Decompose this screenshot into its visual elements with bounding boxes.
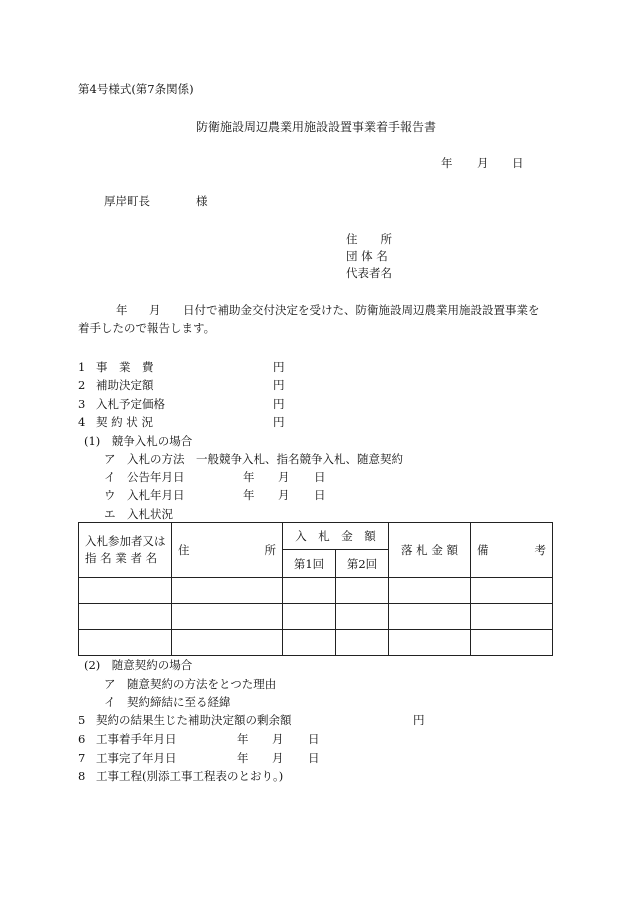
table-cell	[79, 578, 172, 604]
table-cell	[389, 578, 471, 604]
remarks-header	[471, 523, 553, 578]
item-number: 6	[78, 732, 86, 746]
notice-date-label: イ 公告年月日	[104, 470, 185, 484]
bid-status-table	[78, 522, 553, 656]
document-title: 防衛施設周辺農業用施設設置事業着手報告書	[196, 120, 437, 134]
table-cell	[336, 604, 389, 630]
body-month: 月	[149, 303, 161, 317]
item-label: 補助決定額	[96, 378, 154, 392]
date-month: 月	[477, 156, 489, 170]
item-number: 2	[78, 378, 86, 392]
ymd-month: 月	[278, 488, 290, 502]
date-year: 年	[441, 156, 453, 170]
private-heading: (2) 随意契約の場合	[84, 658, 193, 672]
item-label: 工事工程(別添工事工程表のとおり。)	[96, 769, 284, 783]
ymd-day: 日	[308, 751, 320, 765]
body-year: 年	[116, 303, 128, 317]
table-cell	[471, 578, 553, 604]
table-cell	[79, 630, 172, 656]
item-unit: 円	[273, 378, 285, 392]
remarks-header-char1: 備	[477, 543, 489, 557]
ymd-day: 日	[314, 470, 326, 484]
ymd-day: 日	[314, 488, 326, 502]
ymd-month: 月	[272, 732, 284, 746]
table-cell	[389, 604, 471, 630]
item-number: 4	[78, 415, 86, 429]
table-cell	[336, 630, 389, 656]
table-row	[79, 578, 553, 604]
item-label: 入札予定価格	[96, 397, 165, 411]
bid-date-label: ウ 入札年月日	[104, 488, 185, 502]
bid-method: ア 入札の方法 一般競争入札、指名競争入札、随意契約	[104, 452, 403, 466]
item-label: 契約の結果生じた補助決定額の剰余額	[96, 713, 292, 727]
item-unit: 円	[413, 713, 425, 727]
participant-header-line1: 入札参加者又は	[85, 533, 166, 548]
table-cell	[471, 630, 553, 656]
date-day: 日	[512, 156, 524, 170]
representative-label: 代表者名	[346, 266, 392, 280]
table-cell	[172, 578, 283, 604]
remarks-header-char2: 考	[534, 543, 546, 557]
item-number: 3	[78, 397, 86, 411]
item-number: 1	[78, 360, 86, 374]
competitive-heading: (1) 競争入札の場合	[84, 434, 193, 448]
ymd-year: 年	[237, 751, 249, 765]
item-number: 7	[78, 751, 86, 765]
table-cell	[172, 630, 283, 656]
participant-header	[79, 523, 172, 578]
ymd-year: 年	[243, 470, 255, 484]
ymd-month: 月	[278, 470, 290, 484]
address-header-char2: 所	[264, 543, 276, 557]
table-cell	[389, 630, 471, 656]
table-cell	[283, 630, 336, 656]
table-cell	[283, 604, 336, 630]
ymd-year: 年	[243, 488, 255, 502]
item-number: 8	[78, 769, 86, 783]
table-cell	[79, 604, 172, 630]
address-header	[172, 523, 283, 578]
item-unit: 円	[273, 360, 285, 374]
addressee-honorific: 様	[196, 194, 208, 208]
group-name-label: 団 体 名	[346, 249, 388, 263]
address-header-char1: 住	[178, 543, 190, 557]
table-row	[79, 604, 553, 630]
bid-status-label: エ 入札状況	[104, 507, 173, 521]
table-cell	[283, 578, 336, 604]
item-label: 事 業 費	[96, 360, 154, 374]
item-unit: 円	[273, 397, 285, 411]
addressee-name: 厚岸町長	[104, 194, 150, 208]
private-process: イ 契約締結に至る経緯	[104, 695, 231, 709]
ymd-year: 年	[237, 732, 249, 746]
participant-header-line2: 指 名 業 者 名	[85, 551, 158, 565]
form-number: 第4号様式(第7条関係)	[78, 82, 194, 96]
item-label: 工事完了年月日	[96, 751, 177, 765]
item-label: 契 約 状 況	[96, 415, 153, 429]
table-cell	[471, 604, 553, 630]
bid-amount-header: 入 札 金 額	[283, 523, 389, 550]
table-row	[79, 630, 553, 656]
winning-bid-header: 落 札 金 額	[389, 523, 471, 578]
item-unit: 円	[273, 415, 285, 429]
body-line1: 日付で補助金交付決定を受けた、防衛施設周辺農業用施設設置事業を	[183, 303, 540, 317]
private-reason: ア 随意契約の方法をとつた理由	[104, 677, 277, 691]
round1-header: 第1回	[283, 550, 336, 578]
round2-header: 第2回	[336, 550, 389, 578]
item-number: 5	[78, 713, 86, 727]
table-cell	[172, 604, 283, 630]
ymd-month: 月	[272, 751, 284, 765]
body-line2: 着手したので報告します。	[78, 321, 216, 335]
table-cell	[336, 578, 389, 604]
ymd-day: 日	[308, 732, 320, 746]
item-label: 工事着手年月日	[96, 732, 177, 746]
address-label: 住 所	[346, 232, 392, 246]
